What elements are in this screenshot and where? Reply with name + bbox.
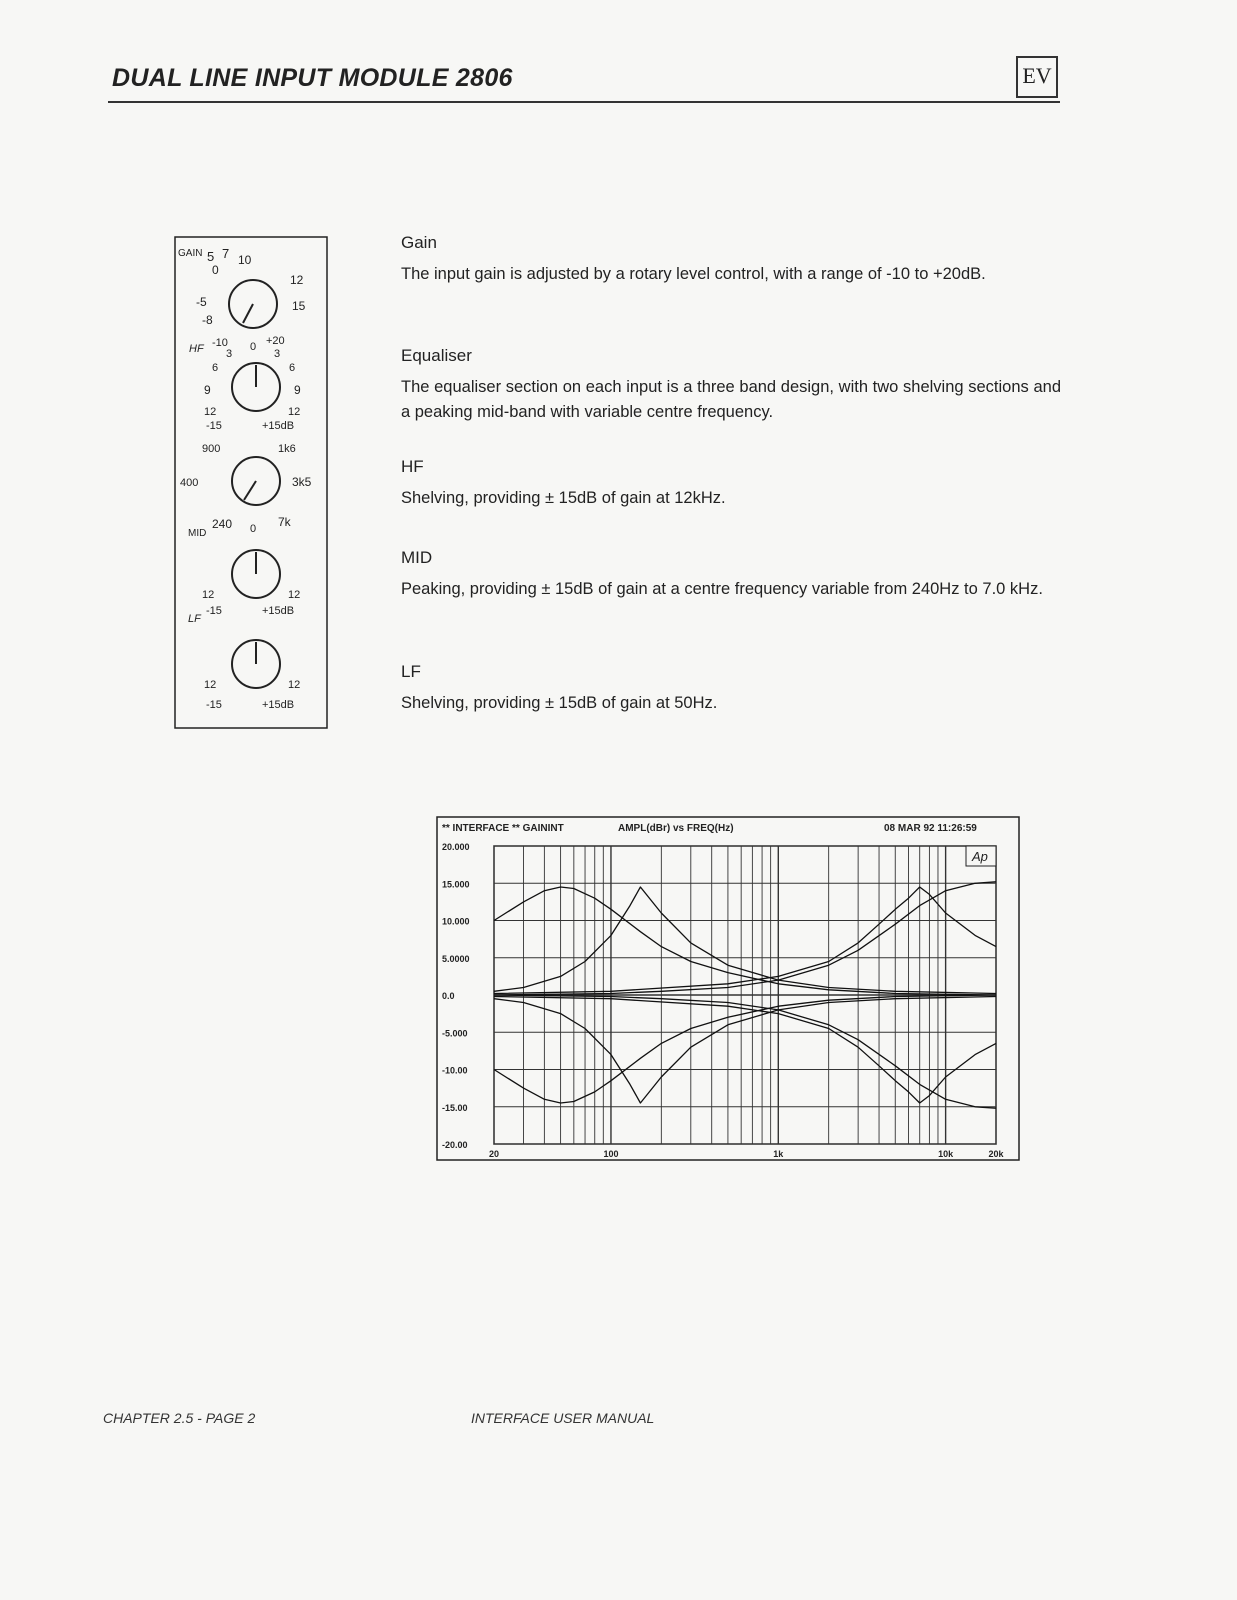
series-line-2	[494, 995, 996, 1103]
mid-scale-12b: 12	[288, 589, 301, 601]
section-heading: MID	[401, 548, 433, 567]
series-line-4	[494, 997, 996, 1104]
chart-subtitle: AMPL(dBr) vs FREQ(Hz)	[618, 823, 734, 834]
footer-manual: INTERFACE USER MANUAL	[471, 1410, 655, 1426]
series-line-7	[494, 882, 996, 995]
chart-x-ticks	[489, 1149, 1005, 1159]
hf-top-plus20: +20	[266, 335, 285, 347]
freq-3k5: 3k5	[292, 475, 312, 489]
x-tick-label: 10k	[938, 1149, 954, 1159]
series-line-6	[494, 997, 996, 1104]
series-line-1	[494, 887, 996, 995]
header-rule	[108, 101, 1060, 103]
y-tick-label: 5.0000	[442, 953, 470, 964]
hf-scale-3a: 3	[226, 348, 233, 360]
gain-scale-10: 10	[238, 253, 252, 267]
gain-scale-0: 0	[212, 263, 219, 277]
freq-1k6: 1k6	[278, 443, 296, 455]
y-tick-label: 15.000	[442, 879, 470, 890]
mid-top-0: 0	[250, 523, 257, 535]
lf-scale-plus15db: +15dB	[262, 699, 295, 711]
y-tick-label: -20.00	[442, 1140, 468, 1150]
gain-scale-7: 7	[222, 246, 230, 261]
section-heading: Equaliser	[401, 346, 472, 365]
freq-400: 400	[180, 477, 199, 489]
gain-label: GAIN	[178, 248, 203, 259]
chart-badge: Ap	[972, 849, 988, 864]
gain-scale-minus5: -5	[196, 295, 207, 309]
x-tick-label: 100	[603, 1149, 619, 1159]
hf-scale-9a: 9	[204, 383, 211, 397]
control-panel-svg	[174, 236, 328, 729]
section-mid	[401, 548, 1061, 602]
hf-top-0: 0	[250, 341, 257, 353]
chart-y-ticks	[442, 842, 470, 1150]
section-gain	[401, 233, 1061, 287]
ev-logo: EV	[1016, 56, 1058, 98]
y-tick-label: 10.000	[442, 916, 470, 927]
lf-scale-12a: 12	[204, 679, 217, 691]
section-body: Shelving, providing ± 15dB of gain at 12kHz.	[401, 489, 726, 507]
y-tick-label: -10.00	[442, 1065, 468, 1076]
chart-timestamp: 08 MAR 92 11:26:59	[884, 823, 977, 834]
page-title: DUAL LINE INPUT MODULE 2806	[112, 64, 513, 92]
lf-label: LF	[188, 613, 201, 625]
chart-title: ** INTERFACE ** GAININT	[442, 823, 564, 834]
hf-scale-3b: 3	[274, 348, 281, 360]
gain-scale-15: 15	[292, 299, 306, 313]
hf-scale-12a: 12	[204, 406, 217, 418]
section-hf	[401, 457, 1061, 511]
gain-scale-5: 5	[207, 249, 215, 264]
hf-scale-minus15: -15	[206, 420, 222, 432]
chart-svg	[436, 816, 1020, 1162]
hf-scale-6b: 6	[289, 362, 296, 374]
section-body: The equaliser section on each input is a three band design, with two shelving sections and a peaking mid-band with variable centre frequency.	[401, 378, 1061, 421]
hf-top-minus10: -10	[212, 337, 228, 349]
hf-scale-6a: 6	[212, 362, 219, 374]
control-panel-diagram	[174, 236, 328, 729]
hf-label: HF	[189, 343, 204, 355]
hf-scale-9b: 9	[294, 383, 301, 397]
section-heading: Gain	[401, 233, 437, 252]
x-tick-label: 20k	[988, 1149, 1004, 1159]
hf-scale-12b: 12	[288, 406, 301, 418]
section-heading: HF	[401, 457, 424, 476]
freq-7k: 7k	[278, 515, 291, 529]
mid-scale-12a: 12	[202, 589, 215, 601]
section-lf	[401, 662, 1061, 716]
gain-scale-minus8: -8	[202, 313, 213, 327]
lf-scale-12b: 12	[288, 679, 301, 691]
section-body: The input gain is adjusted by a rotary level control, with a range of -10 to +20dB.	[401, 265, 986, 283]
freq-900: 900	[202, 443, 221, 455]
x-tick-label: 20	[488, 1149, 500, 1159]
lf-top-plus15db: +15dB	[262, 605, 295, 617]
mid-label: MID	[188, 528, 207, 539]
y-tick-label: -15.00	[442, 1102, 468, 1113]
gain-scale-12: 12	[290, 273, 304, 287]
hf-scale-plus15db: +15dB	[262, 420, 295, 432]
footer-chapter: CHAPTER 2.5 - PAGE 2	[103, 1410, 256, 1426]
freq-240: 240	[212, 517, 233, 531]
section-body: Shelving, providing ± 15dB of gain at 50Hz.	[401, 694, 718, 712]
section-body: Peaking, providing ± 15dB of gain at a centre frequency variable from 240Hz to 7.0 kHz.	[401, 580, 1043, 598]
y-tick-label: -5.000	[442, 1028, 468, 1039]
y-tick-label: 20.000	[442, 842, 470, 852]
series-line-8	[494, 995, 996, 1108]
section-equaliser	[401, 346, 1061, 425]
chart-grid	[494, 846, 996, 1144]
y-tick-label: 0.0	[442, 991, 455, 1001]
lf-scale-minus15: -15	[206, 699, 222, 711]
series-line-5	[494, 887, 996, 994]
series-line-3	[494, 887, 996, 994]
x-tick-label: 1k	[773, 1149, 784, 1159]
section-heading: LF	[401, 662, 421, 681]
lf-top-minus15: -15	[206, 605, 222, 617]
frequency-response-chart	[436, 816, 1020, 1162]
